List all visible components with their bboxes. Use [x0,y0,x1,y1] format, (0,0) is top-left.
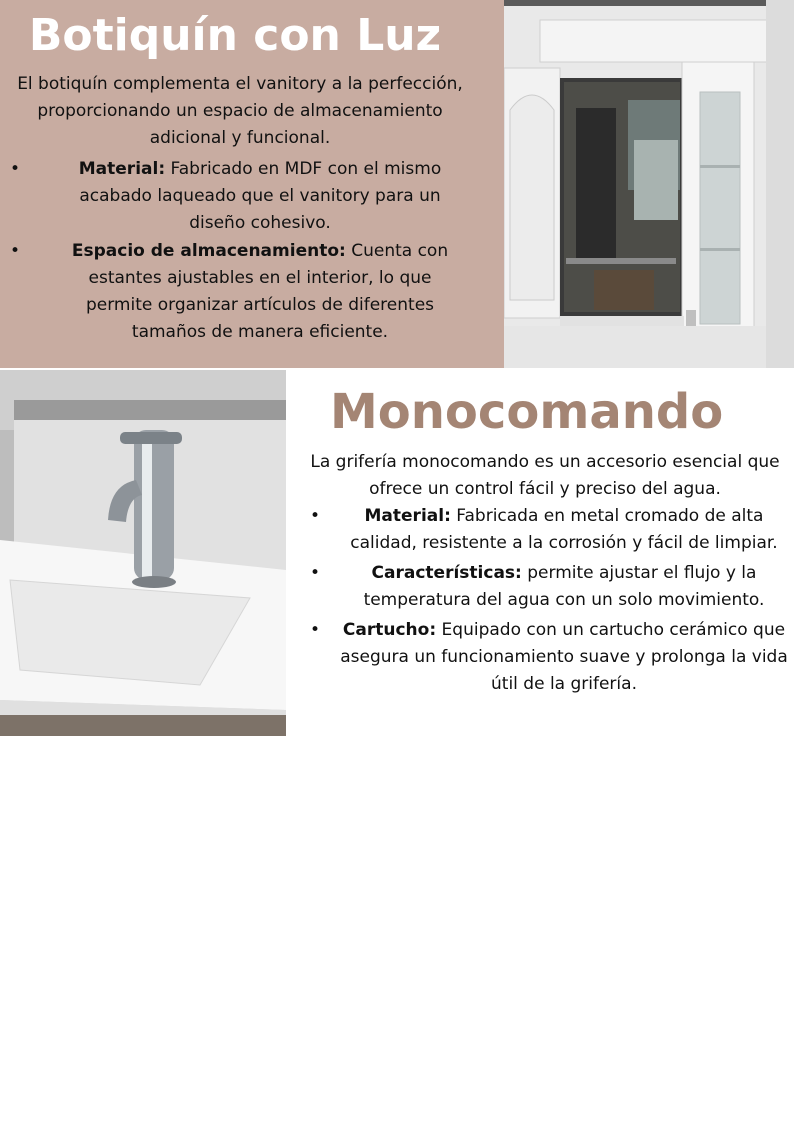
list-item [310,503,788,557]
cabinet-photo [504,0,794,368]
faucet-photo [0,370,286,736]
list-item [10,156,465,237]
feature-label: Espacio de almacenamiento: [71,241,346,261]
botiquin-features-list [10,156,465,346]
feature-text: Cuenta con estantes ajustables en el interior, lo que permite organizar artículos de diferentes tamaños de manera eficiente. [85,241,449,342]
botiquin-panel [0,0,504,368]
list-item [310,617,788,698]
bullet-icon: • [310,563,321,583]
monocomando-features-list [310,503,788,701]
bullet-icon: • [310,506,321,526]
botiquin-title: Botiquín con Luz [28,10,442,61]
feature-text: Equipado con un cartucho cerámico que asegura un funcionamiento suave y prolonga la vida útil de la grifería. [340,620,788,694]
botiquin-intro: El botiquín complementa el vanitory a la perfección, proporcionando un espacio de almacenamiento adicional y funcional. [17,74,463,148]
feature-text: Fabricado en MDF con el mismo acabado laqueado que el vanitory para un diseño cohesivo. [79,159,442,233]
feature-label: Material: [78,159,166,179]
monocomando-intro: La grifería monocomando es un accesorio esencial que ofrece un control fácil y preciso del agua. [310,452,780,499]
bullet-icon: • [310,620,321,640]
bullet-icon: • [10,159,21,179]
bullet-icon: • [10,241,21,261]
list-item [310,560,788,614]
feature-text: Fabricada en metal cromado de alta calidad, resistente a la corrosión y fácil de limpiar. [350,506,778,553]
feature-label: Material: [364,506,451,526]
feature-label: Cartucho: [342,620,437,640]
feature-text: permite ajustar el flujo y la temperatura del agua con un solo movimiento. [363,563,765,610]
monocomando-title: Monocomando [330,384,724,440]
feature-label: Características: [371,563,522,583]
list-item [10,238,465,346]
